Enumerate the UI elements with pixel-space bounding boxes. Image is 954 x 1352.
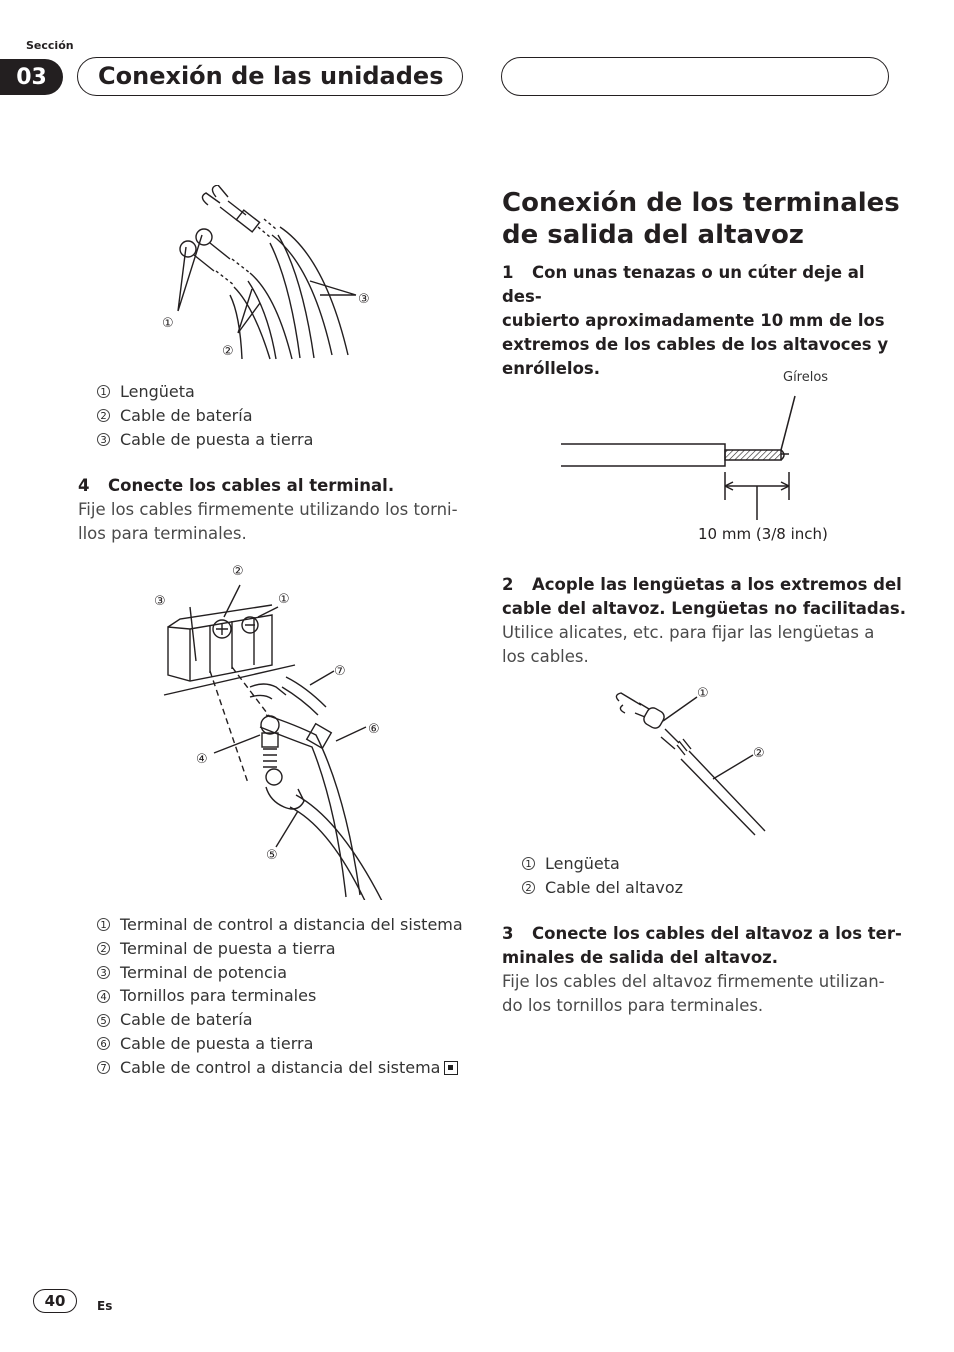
svg-text:⑥: ⑥ (368, 722, 380, 737)
legend-item: 1 Lengüeta (97, 380, 313, 404)
figure-terminal-block (150, 555, 400, 900)
step-2-title: 2 Acople las lengüetas a los extremos del cable del altavoz. Lengüetas no facilitadas. (502, 575, 906, 618)
legend-item: 2 Terminal de puesta a tierra (97, 937, 463, 961)
end-of-section-icon (444, 1061, 458, 1075)
legend-item: 1 Lengüeta (522, 852, 683, 876)
svg-text:①: ① (162, 316, 174, 331)
step-2-body: Utilice alicates, etc. para fijar las lengüetas a los cables. (502, 623, 875, 666)
right-heading: Conexión de los terminales de salida del altavoz (502, 188, 900, 250)
page-number: 40 (33, 1289, 77, 1313)
language-code: Es (97, 1299, 113, 1313)
figure-speaker-lug (605, 675, 785, 840)
svg-text:④: ④ (196, 752, 208, 767)
svg-text:②: ② (222, 344, 234, 359)
svg-text:③: ③ (358, 292, 370, 307)
svg-text:⑤: ⑤ (266, 848, 278, 863)
legend-item: 2 Cable de batería (97, 404, 313, 428)
step-1-title: 1 Con unas tenazas o un cúter deje al des- cubierto aproximadamente 10 mm de los extremos de los cables de los altavoces y enróllelos. (502, 263, 889, 378)
twist-label: Gírelos (783, 370, 829, 385)
section-number-badge: 03 (0, 59, 63, 95)
legend-item: 5 Cable de batería (97, 1008, 463, 1032)
figure2-legend (97, 913, 463, 1080)
step-3-title: 3 Conecte los cables del altavoz a los ter- minales de salida del altavoz. (502, 924, 902, 967)
legend-item: 6 Cable de puesta a tierra (97, 1032, 463, 1056)
figure-stripped-wire (555, 362, 855, 552)
legend-item: 4 Tornillos para terminales (97, 984, 463, 1008)
dimension-label: 10 mm (3/8 inch) (698, 525, 828, 543)
svg-text:③: ③ (154, 594, 166, 609)
legend-item: 3 Terminal de potencia (97, 961, 463, 985)
figure1-legend (97, 380, 313, 451)
legend-item: 3 Cable de puesta a tierra (97, 428, 313, 452)
legend-item: 1 Terminal de control a distancia del sistema (97, 913, 463, 937)
figure4-legend (522, 852, 683, 900)
step-3-body: Fije los cables del altavoz firmemente utilizan- do los tornillos para terminales. (502, 972, 885, 1015)
step-4-title: 4 Conecte los cables al terminal. (78, 476, 395, 495)
step-4-body: Fije los cables firmemente utilizando los torni- llos para terminales. (78, 500, 458, 543)
svg-text:①: ① (278, 592, 290, 607)
figure-battery-ground-cables (160, 185, 390, 365)
section-title: Conexión de las unidades (98, 62, 444, 90)
section-label: Sección (26, 39, 74, 52)
svg-text:①: ① (697, 686, 709, 701)
svg-text:⑦: ⑦ (334, 664, 346, 679)
svg-text:②: ② (753, 746, 765, 761)
svg-text:②: ② (232, 564, 244, 579)
legend-item: 2 Cable del altavoz (522, 876, 683, 900)
legend-item: 7 Cable de control a distancia del sistema (97, 1056, 463, 1080)
right-header-frame (501, 57, 889, 96)
